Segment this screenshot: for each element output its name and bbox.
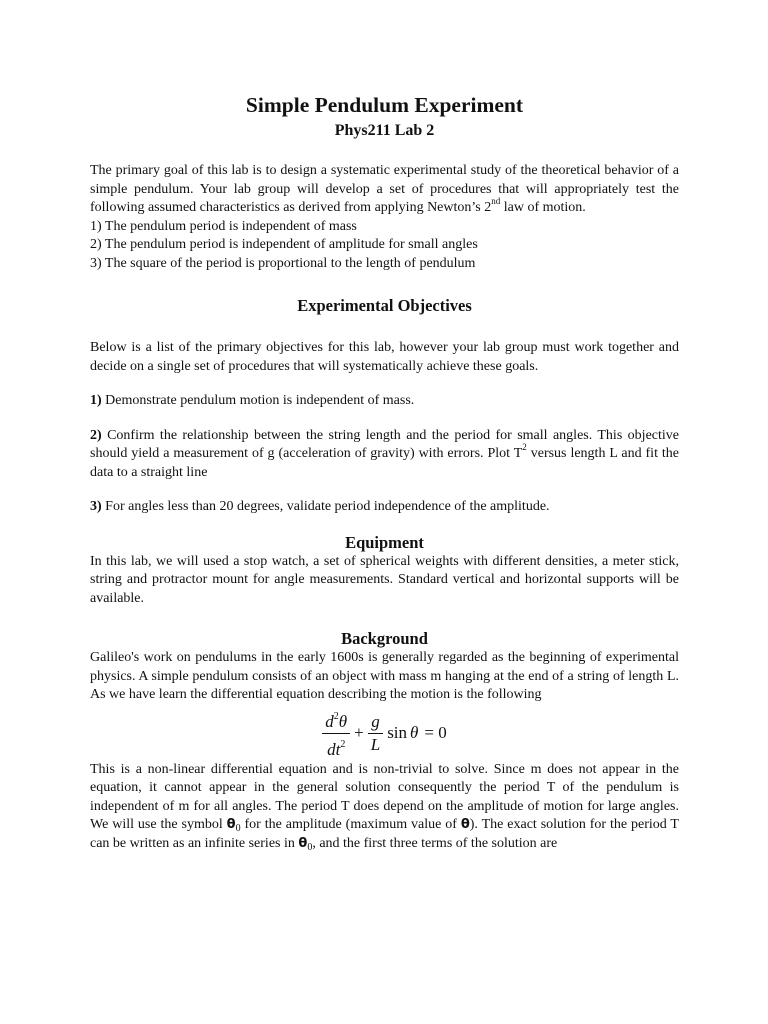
background-paragraph: Galileo's work on pendulums in the early 1600s is generally regarded as the beginning of experimental physics. A simple pendulum consists of an object with mass m hanging at the end of a string of length L. As we have learn the differential equation describing the motion is the following (90, 650, 679, 702)
background-text: , and the first three terms of the solution are (312, 835, 558, 851)
eq-equals-zero: = 0 (424, 723, 447, 743)
document-content (90, 92, 679, 853)
background-text: ). The exact solution for the period T can be written as an infinite series in (90, 817, 679, 851)
intro-list-item: 3) The square of the period is proportional to the length of pendulum (90, 255, 476, 271)
objectives-heading: Experimental Objectives (297, 296, 472, 315)
intro-section (90, 162, 679, 273)
objective-number: 3) (90, 499, 102, 514)
eq-dt: dt (327, 740, 341, 759)
objective-text: Confirm the relationship between the string length and the period for small angles. This objective should yield a measurement of g (acceleration of gravity) with errors. Plot T (90, 427, 679, 461)
fraction-numerator: g (368, 712, 383, 734)
differential-equation (90, 709, 679, 759)
g-over-l-fraction (368, 712, 383, 755)
eq-theta: θ (338, 712, 348, 731)
fraction-denominator (324, 734, 348, 760)
objective-text: Demonstrate pendulum motion is independent of mass. (101, 393, 415, 408)
objectives-section (90, 339, 679, 517)
subscript-zero: 0 (235, 823, 241, 834)
second-derivative-fraction (322, 707, 350, 760)
exponent-superscript: 2 (522, 442, 527, 452)
eq-plus: + (354, 723, 364, 743)
background-paragraph-2 (90, 761, 679, 854)
theta-symbol: θ (226, 817, 236, 832)
background-section (90, 649, 679, 853)
eq-exponent: 2 (333, 711, 339, 722)
objective-item (90, 498, 679, 517)
objective-number: 1) (90, 393, 102, 408)
eq-exponent: 2 (340, 739, 346, 750)
fraction-denominator: L (370, 735, 381, 754)
intro-text-end: law of motion. (500, 200, 586, 215)
eq-theta: θ (410, 723, 419, 743)
objective-text-end: versus length L and fit the data to a straight line (90, 446, 679, 480)
page-title: Simple Pendulum Experiment (245, 93, 524, 117)
intro-list-item: 2) The pendulum period is independent of amplitude for small angles (90, 237, 478, 252)
ordinal-superscript: nd (491, 196, 501, 206)
background-heading: Background (341, 629, 428, 648)
theta-symbol: θ (460, 817, 470, 832)
subscript-zero: 0 (307, 841, 313, 853)
eq-sin: sin (387, 723, 408, 743)
objectives-intro: Below is a list of the primary objectives for this lab, however your lab group must work together and decide on a single set of procedures that will systematically achieve these goals. (90, 340, 679, 374)
objective-item (90, 392, 679, 411)
equipment-paragraph: In this lab, we will used a stop watch, a set of spherical weights with different densities, a meter stick, string and protractor mount for angle measurements. Standard vertical and horizontal supports will be available. (90, 553, 679, 606)
objective-number: 2) (90, 427, 102, 443)
equipment-section (90, 553, 679, 609)
intro-paragraph (90, 162, 679, 218)
theta-symbol: θ (298, 835, 308, 851)
intro-text: The primary goal of this lab is to design a systematic experimental study of the theoretical behavior of a simple pendulum. Your lab group will develop a set of procedures that will appropriately test the following assumed characteristics as derived from applying Newton’s 2 (90, 163, 679, 215)
objective-text: For angles less than 20 degrees, validate period independence of the amplitude. (101, 499, 550, 514)
fraction-numerator (322, 707, 350, 734)
objective-item (90, 427, 679, 483)
equipment-heading: Equipment (345, 532, 424, 552)
page-subtitle: Phys211 Lab 2 (334, 122, 435, 139)
eq-d: d (325, 712, 334, 731)
intro-list-item: 1) The pendulum period is independent of mass (90, 218, 357, 234)
background-text: This is a non-linear differential equation and is non-trivial to solve. Since m does not appear in the equation, it cannot appear in the general solution consequently the period T of the pendulum is independent of m for all angles. The period T does depend on the amplitude of motion for large angles. We will use the symbol (90, 761, 679, 832)
background-text: for the amplitude (maximum value of (240, 817, 461, 832)
